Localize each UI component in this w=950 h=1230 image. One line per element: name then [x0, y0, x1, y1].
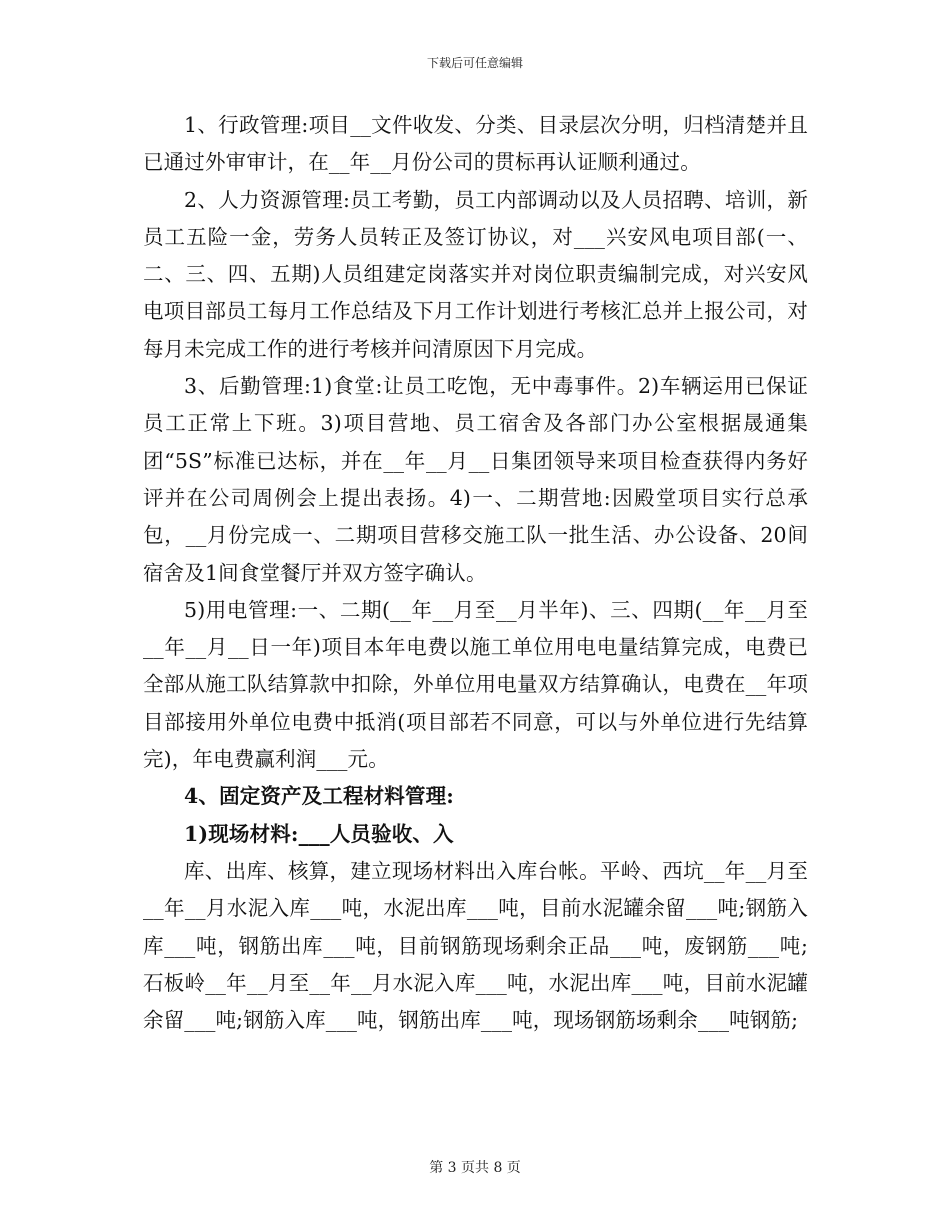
paragraph-administration: 1、行政管理:项目__文件收发、分类、目录层次分明，归档清楚并且已通过外审审计，在__年__月份公司的贯标再认证顺利通过。: [143, 113, 808, 175]
paragraph-electricity: 5)用电管理:一、二期(__年__月至__月半年)、三、四期(__年__月至__年__月__日一年)项目本年电费以施工单位用电电量结算完成，电费已全部从施工队结算款中扣除，外单位用电量双方结算确认，电费在__年项目部接用外单位电费中抵消(项目部若不同意，可以与外单位进行先结算完)，年电费赢利润___元。: [143, 597, 808, 772]
document-body: [143, 107, 808, 1039]
paragraph-site-materials: 库、出库、核算，建立现场材料出入库台帐。平岭、西坑__年__月至__年__月水泥入库___吨，水泥出库___吨，目前水泥罐余留___吨;钢筋入库___吨，钢筋出库___吨，目前钢筋现场剩余正品___吨，废钢筋___吨;石板岭__年__月至__年__月水泥入库___吨，水泥出库___吨，目前水泥罐余留___吨;钢筋入库___吨，钢筋出库___吨，现场钢筋场剩余___吨钢筋;: [143, 858, 808, 1033]
subheading-site-materials: 1)现场材料:___人员验收、入: [184, 821, 454, 846]
paragraph-logistics: 3、后勤管理:1)食堂:让员工吃饱，无中毒事件。2)车辆运用已保证员工正常上下班。3)项目营地、员工宿舍及各部门办公室根据晟通集团“5S”标准已达标，并在__年__月__日集团领导来项目检查获得内务好评并在公司周例会上提出表扬。4)一、二期营地:因殿堂项目实行总承包，__月份完成一、二期项目营移交施工队一批生活、办公设备、20间宿舍及1间食堂餐厅并双方签字确认。: [143, 374, 808, 585]
section-heading-fixed-assets: 4、固定资产及工程材料管理:: [184, 784, 454, 809]
paragraph-human-resources: 2、人力资源管理:员工考勤，员工内部调动以及人员招聘、培训，新员工五险一金，劳务人员转正及签订协议，对___兴安风电项目部(一、二、三、四、五期)人员组建定岗落实并对岗位职责编制完成，对兴安风电项目部员工每月工作总结及下月工作计划进行考核汇总并上报公司，对每月未完成工作的进行考核并问清原因下月完成。: [143, 187, 808, 361]
page-header: 下载后可任意编辑: [426, 56, 523, 70]
page-footer: 第 3 页共 8 页: [429, 1160, 521, 1176]
